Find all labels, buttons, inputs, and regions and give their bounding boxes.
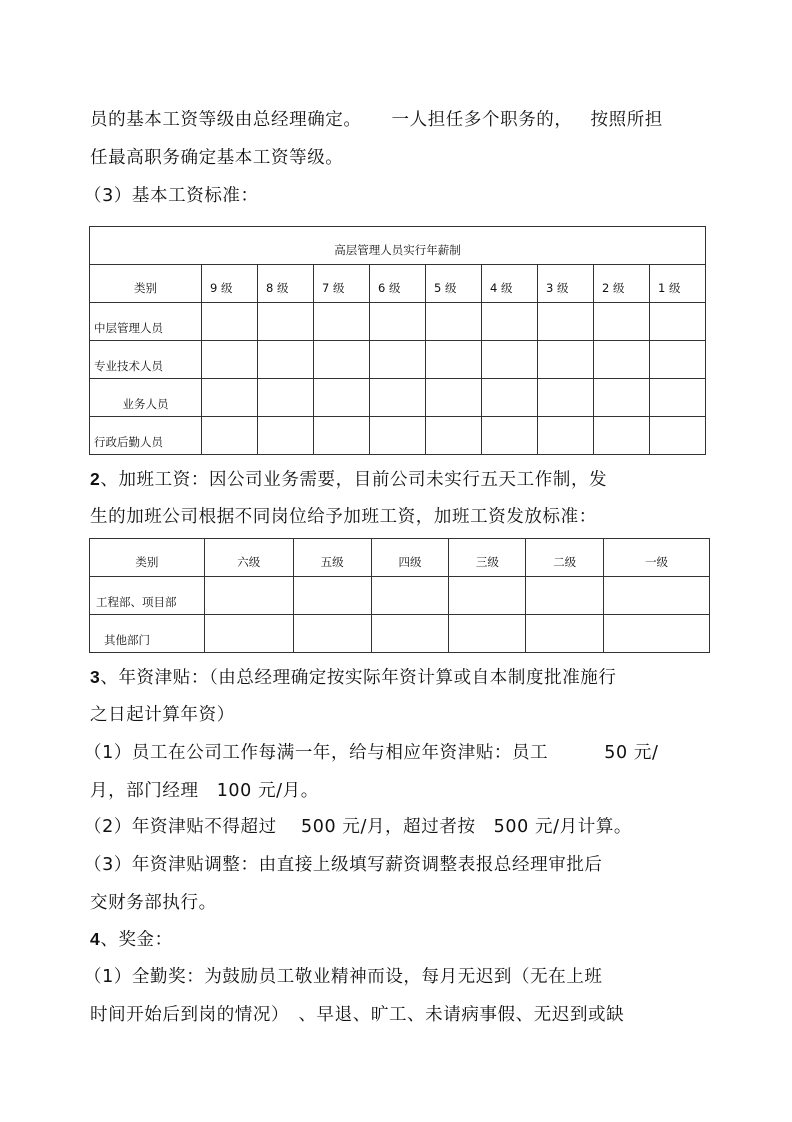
- paragraph-line: 员的基本工资等级由总经理确定。 一人担任多个职务的， 按照所担: [90, 110, 663, 130]
- section-overtime-pay: 2、加班工资：因公司业务需要，目前公司未实行五天工作制，发: [90, 469, 608, 490]
- table-row: 行政后勤人员: [90, 417, 706, 455]
- table-header-row: 类别 六级 五级 四级 三级 二级 一级: [90, 539, 710, 577]
- paragraph-line: 之日起计算年资）: [90, 705, 235, 725]
- table-header-row: 类别 9 级 8 级 7 级 6 级 5 级 4 级 3 级 2 级 1 级: [90, 265, 706, 303]
- table-row: 专业技术人员: [90, 341, 706, 379]
- paragraph-line: 时间开始后到岗的情况） 、早退、旷工、未请病事假、无迟到或缺: [90, 1005, 625, 1025]
- table-row: 业务人员: [90, 379, 706, 417]
- table-row: 中层管理人员: [90, 303, 706, 341]
- table-row: 工程部、项目部: [90, 577, 710, 615]
- paragraph-line: （1）员工在公司工作每满一年，给与相应年资津贴：员工 50 元/: [84, 743, 659, 763]
- subheading-basic-wage-standard: （3）基本工资标准：: [84, 186, 259, 206]
- section-bonus: 4、奖金：: [90, 929, 173, 950]
- overtime-pay-table: [89, 538, 710, 653]
- paragraph-line: 生的加班公司根据不同岗位给予加班工资，加班工资发放标准：: [90, 507, 597, 527]
- paragraph-line: （3）年资津贴调整：由直接上级填写薪资调整表报总经理审批后: [84, 855, 603, 875]
- paragraph-line: 任最高职务确定基本工资等级。: [90, 148, 344, 168]
- paragraph-line: 交财务部执行。: [90, 893, 217, 913]
- paragraph-line: 月，部门经理 100 元/月。: [90, 781, 319, 801]
- section-seniority-allowance: 3、年资津贴：（由总经理确定按实际年资计算或自本制度批准施行: [90, 667, 617, 688]
- table-row: 其他部门: [90, 615, 710, 653]
- paragraph-line: （2）年资津贴不得超过 500 元/月，超过者按 500 元/月计算。: [84, 817, 633, 837]
- basic-wage-table: [89, 226, 706, 455]
- paragraph-line: （1）全勤奖：为鼓励员工敬业精神而设，每月无迟到（无在上班: [84, 967, 603, 987]
- table-title: 高层管理人员实行年薪制: [90, 227, 706, 265]
